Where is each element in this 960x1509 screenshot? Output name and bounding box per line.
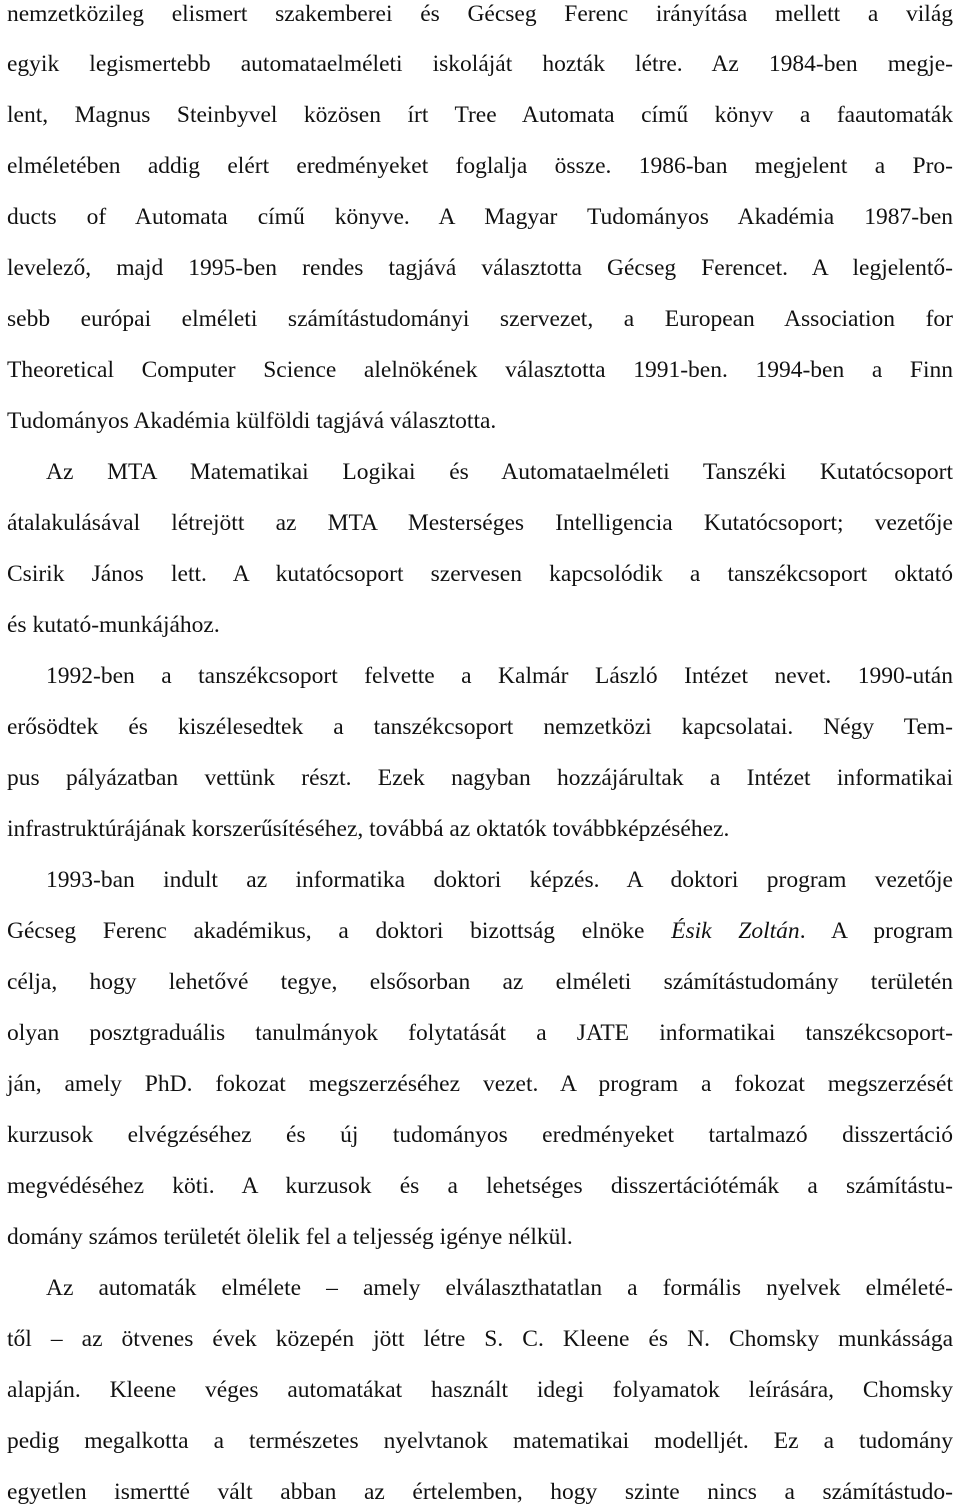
text-line: ján, amely PhD. fokozat megszerzéséhez vezet. A program a fokozat megszerzését (7, 1071, 953, 1097)
paragraph-first-line: 1992-ben a tanszékcsoport felvette a Kalmár László Intézet nevet. 1990-után (46, 663, 953, 689)
text-line: Tudományos Akadémia külföldi tagjává választotta. (7, 408, 497, 434)
text-line: alapján. Kleene véges automatákat használt idegi folyamatok leírására, Chomsky (7, 1377, 953, 1403)
text-line: Csirik János lett. A kutatócsoport szervesen kapcsolódik a tanszékcsoport oktató (7, 561, 953, 587)
text-line: infrastruktúrájának korszerűsítéséhez, továbbá az oktatók továbbképzéséhez. (7, 816, 730, 842)
text-line: elméletében addig elért eredményeket foglalja össze. 1986-ban megjelent a Pro- (7, 153, 953, 179)
paragraph-first-line: 1993-ban indult az informatika doktori képzés. A doktori program vezetője (46, 867, 953, 893)
text-line: megvédéséhez köti. A kurzusok és a lehetséges disszertációtémák a számítástu- (7, 1173, 953, 1199)
text-line: olyan posztgraduális tanulmányok folytatását a JATE informatikai tanszékcsoport- (7, 1020, 953, 1046)
text-line: erősödtek és kiszélesedtek a tanszékcsoport nemzetközi kapcsolatai. Négy Tem- (7, 714, 953, 740)
text-line-with-italic (7, 916, 953, 946)
text-line: től – az ötvenes évek közepén jött létre S. C. Kleene és N. Chomsky munkássága (7, 1326, 953, 1352)
text-line: egyetlen ismertté vált abban az értelemben, hogy szinte nincs a számítástudo- (7, 1479, 953, 1505)
text-line: egyik legismertebb automataelméleti iskoláját hozták létre. Az 1984-ben megje- (7, 51, 953, 77)
text-line: és kutató-munkájához. (7, 612, 220, 638)
text-line: átalakulásával létrejött az MTA Mesterséges Intelligencia Kutatócsoport; vezetője (7, 510, 953, 536)
paragraph-first-line: Az automaták elmélete – amely elválaszthatatlan a formális nyelvek elméleté- (46, 1275, 953, 1301)
text-line: kurzusok elvégzéséhez és új tudományos eredményeket tartalmazó disszertáció (7, 1122, 953, 1148)
text-span: Gécseg Ferenc akadémikus, a doktori bizottság elnöke (7, 918, 672, 944)
text-line: levelező, majd 1995-ben rendes tagjává választotta Gécseg Ferencet. A legjelentő- (7, 255, 953, 281)
text-line: Theoretical Computer Science alelnökének választotta 1991-ben. 1994-ben a Finn (7, 357, 953, 383)
paragraph-first-line: Az MTA Matematikai Logikai és Automataelméleti Tanszéki Kutatócsoport (46, 459, 953, 485)
text-line: nemzetközileg elismert szakemberei és Gécseg Ferenc irányítása mellett a világ (7, 1, 953, 27)
text-line: célja, hogy lehetővé tegye, elsősorban az elméleti számítástudomány területén (7, 969, 953, 995)
text-line: lent, Magnus Steinbyvel közösen írt Tree Automata című könyv a faautomaták (7, 102, 953, 128)
text-line: sebb európai elméleti számítástudományi szervezet, a European Association for (7, 306, 953, 332)
text-span: . A program (799, 918, 954, 944)
text-line: pus pályázatban vettünk részt. Ezek nagyban hozzájárultak a Intézet informatikai (7, 765, 953, 791)
text-line: domány számos területét ölelik fel a teljesség igénye nélkül. (7, 1224, 573, 1250)
text-line: pedig megalkotta a természetes nyelvtanok matematikai modelljét. Ez a tudomány (7, 1428, 953, 1454)
italic-name: Ésik Zoltán (671, 918, 800, 944)
text-line: ducts of Automata című könyve. A Magyar Tudományos Akadémia 1987-ben (7, 204, 953, 230)
